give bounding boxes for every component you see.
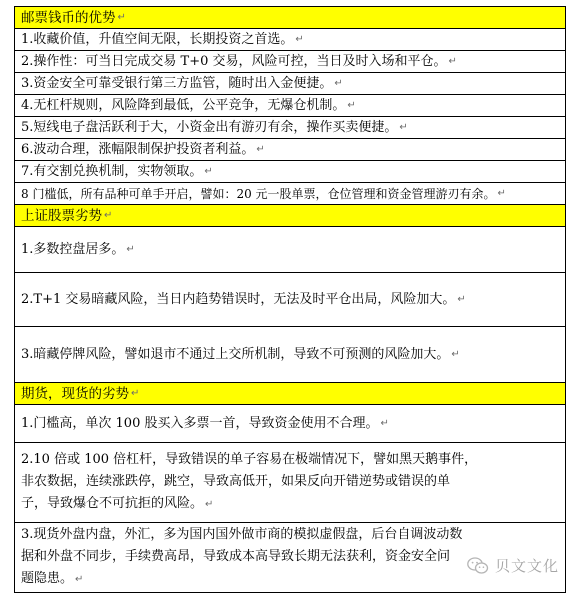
paragraph-mark-icon: ↵ <box>457 293 466 305</box>
section-header-stock <box>15 205 565 227</box>
list-item: 3.资金安全可靠受银行第三方监管，随时出入金便捷。 ↵ <box>15 73 565 95</box>
paragraph-mark-icon: ↵ <box>131 387 140 399</box>
list-item: 1.收藏价值，升值空间无限，长期投资之首选。 ↵ <box>15 29 565 51</box>
section-header-futures <box>15 383 565 405</box>
list-item: 8 门槛低，所有品种可单手开启，譬如：20 元一股单票，仓位管理和资金管理游刃有余。 ↵ <box>15 183 565 205</box>
section-header-stamp <box>15 7 565 29</box>
document-table <box>14 6 566 593</box>
list-item: 2.操作性：可当日完成交易 T+0 交易，风险可控，当日及时入场和平仓。 ↵ <box>15 51 565 73</box>
watermark-text: 贝文文化 <box>494 557 559 575</box>
paragraph-mark-icon: ↵ <box>256 143 265 155</box>
paragraph-mark-icon: ↵ <box>399 121 408 133</box>
list-item: 2.10 倍或 100 倍杠杆，导致错误的单子容易在极端情况下，譬如黑天鹅事件， 非农数据，连续涨跌停，跳空，导致高低开，如果反向开错逆势或错误的单 子，导致爆仓不可抗拒的风险。 ↵ <box>15 443 565 523</box>
list-item: 7.有交割兑换机制，实物领取。 ↵ <box>15 161 565 183</box>
paragraph-mark-icon: ↵ <box>347 99 356 111</box>
paragraph-mark-icon: ↵ <box>75 574 84 585</box>
section-title: 期货，现货的劣势 <box>21 385 129 402</box>
list-item: 2.T+1 交易暗藏风险，当日内趋势错误时，无法及时平仓出局，风险加大。 ↵ <box>15 273 565 327</box>
paragraph-mark-icon: ↵ <box>205 499 214 510</box>
watermark <box>467 555 559 576</box>
paragraph-mark-icon: ↵ <box>117 11 126 23</box>
section-title: 邮票钱币的优势 <box>21 9 116 26</box>
list-item: 4.无杠杆规则，风险降到最低，公平竞争，无爆仓机制。 ↵ <box>15 95 565 117</box>
paragraph-mark-icon: ↵ <box>126 243 135 255</box>
section-title: 上证股票劣势 <box>21 207 102 224</box>
paragraph-mark-icon: ↵ <box>295 33 304 45</box>
list-item: 5.短线电子盘活跃利于大，小资金出有游刃有余，操作买卖便捷。 ↵ <box>15 117 565 139</box>
paragraph-mark-icon: ↵ <box>104 209 113 221</box>
paragraph-mark-icon: ↵ <box>448 55 457 67</box>
paragraph-mark-icon: ↵ <box>380 417 389 429</box>
paragraph-mark-icon: ↵ <box>451 348 460 360</box>
paragraph-mark-icon: ↵ <box>204 165 213 177</box>
list-item: 3.现货外盘内盘，外汇，多为国内国外做市商的模拟虚假盘，后台自调波动数 据和外盘不同步，手续费高昂，导致成本高导致长期无法获利，资金安全问 题隐患。 ↵ <box>15 523 565 593</box>
list-item: 6.波动合理，涨幅限制保护投资者利益。 ↵ <box>15 139 565 161</box>
paragraph-mark-icon: ↵ <box>334 77 343 89</box>
wechat-icon <box>467 557 489 575</box>
list-item: 1.门槛高，单次 100 股买入多票一首，导致资金使用不合理。 ↵ <box>15 405 565 443</box>
paragraph-mark-icon: ↵ <box>497 187 506 199</box>
list-item: 3.暗藏停牌风险，譬如退市不通过上交所机制，导致不可预测的风险加大。 ↵ <box>15 327 565 383</box>
list-item: 1.多数控盘居多。 ↵ <box>15 227 565 273</box>
